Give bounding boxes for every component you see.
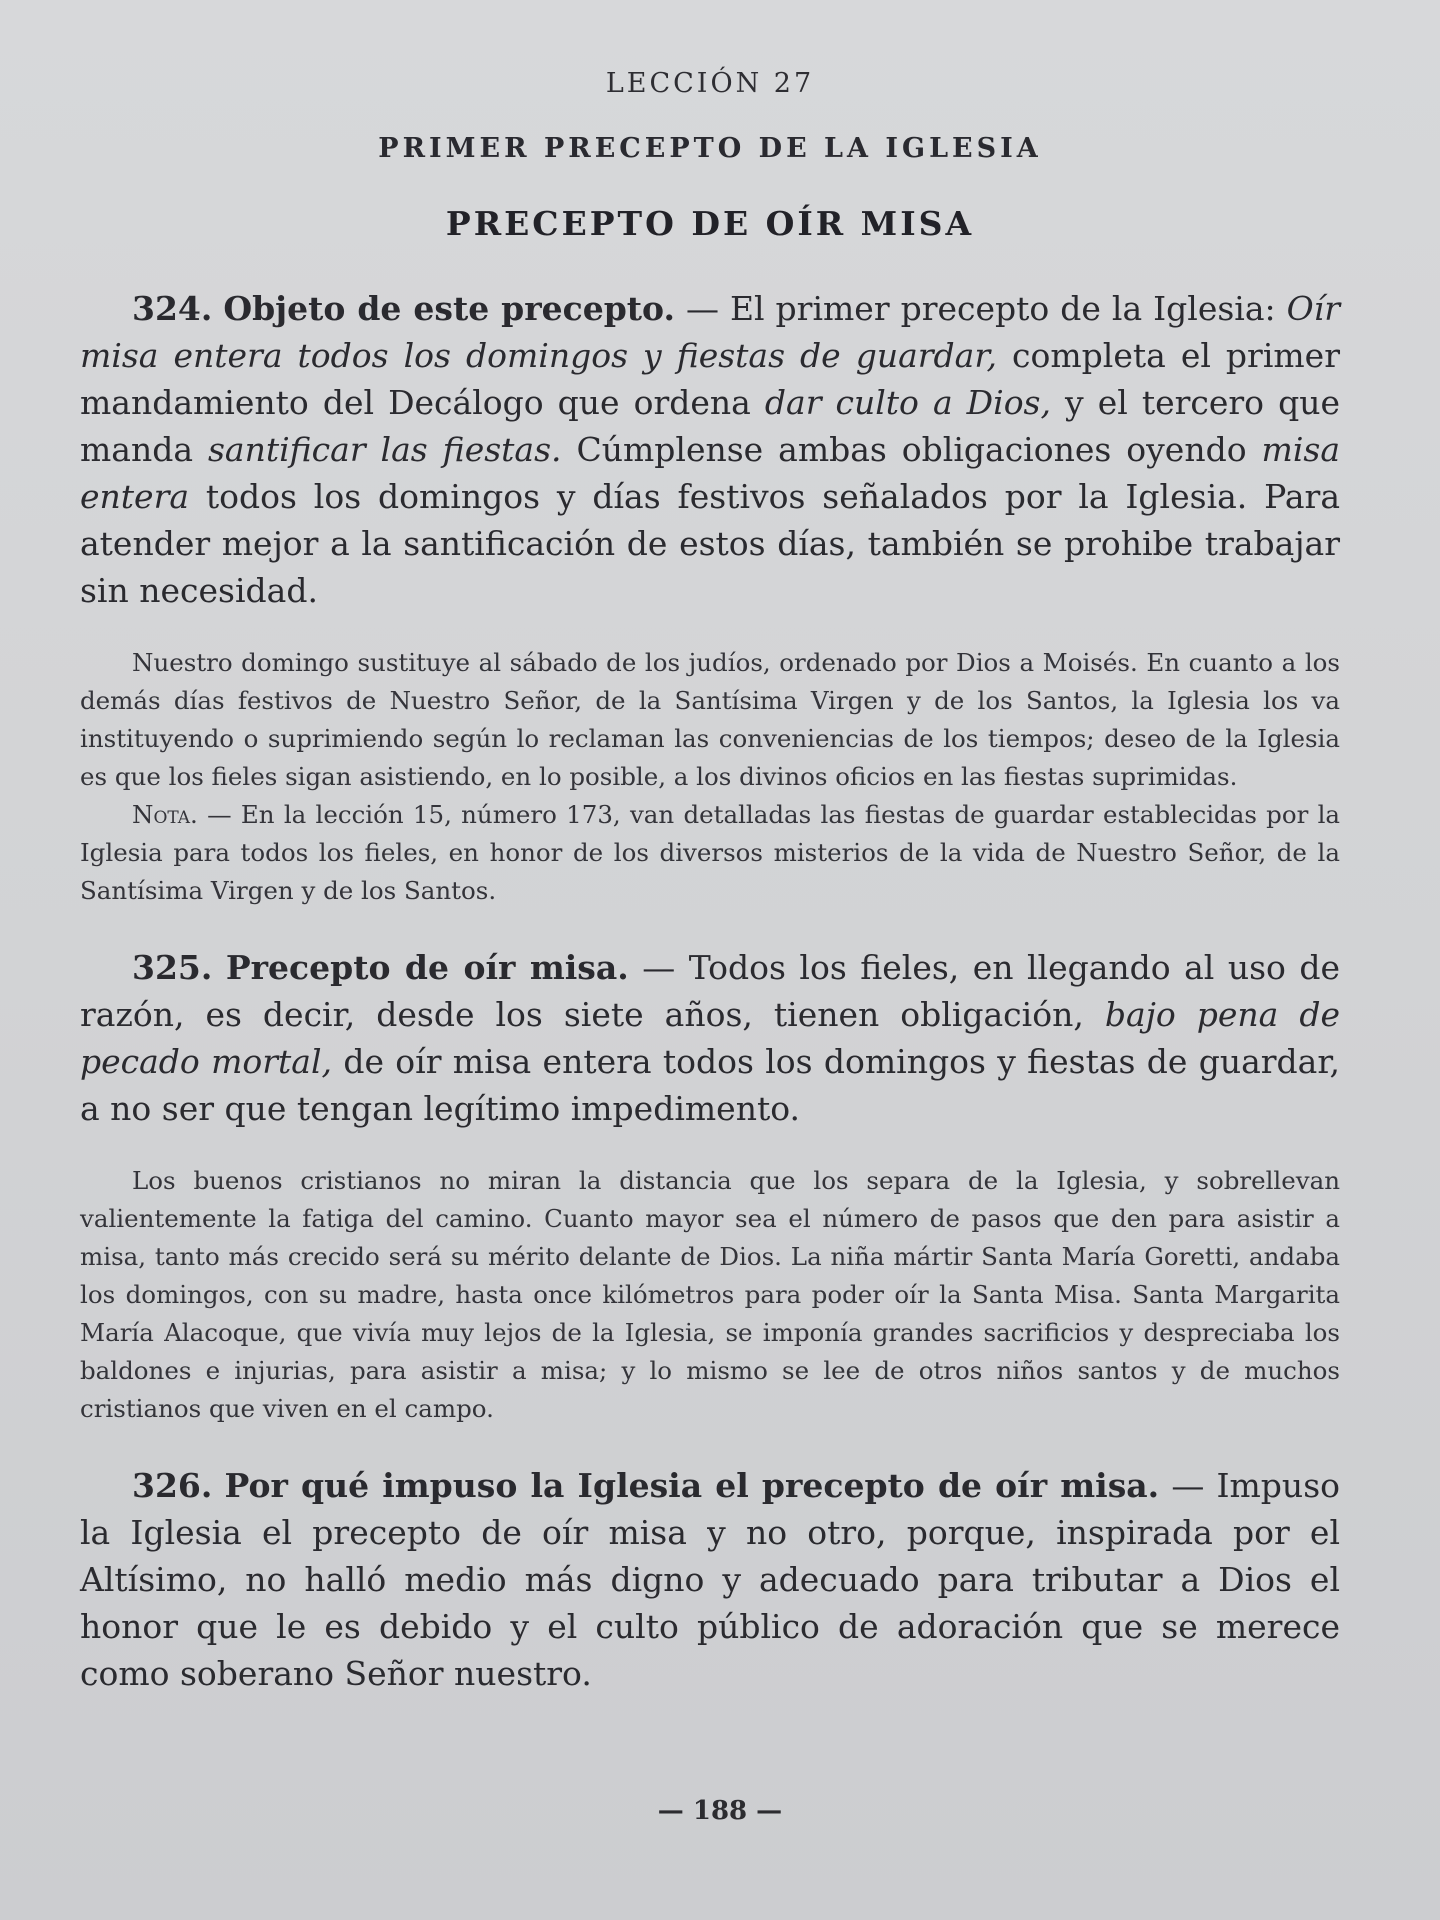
body-text: El primer precepto de la Iglesia:	[729, 289, 1287, 328]
paragraph-heading: Objeto de este precepto.	[223, 289, 675, 328]
nota-label: Nota.	[132, 800, 198, 829]
dash: —	[1159, 1466, 1217, 1505]
italic-text: santificar las fiestas.	[207, 430, 562, 469]
italic-text: bajo pena de pecado mortal,	[80, 995, 1340, 1081]
body-text: Cúmplense ambas obligaciones oyendo	[561, 430, 1262, 469]
dash: —	[628, 948, 689, 987]
note-325: Los buenos cristianos no miran la distancia que los separa de la Iglesia, y sobrellevan valientemente la fatiga del camino. Cuanto mayor sea el número de pasos que den para asistir a misa, tanto más crecido será su mérito delante de Dios. La niña mártir Santa María Goretti, andaba los domingos, con su madre, hasta once kilómetros para poder oír la Santa Misa. Santa Margarita María Alacoque, que vivía muy lejos de la Iglesia, se imponía grandes sacrificios y despreciaba los baldones e injurias, para asistir a misa; y lo mismo se lee de otros niños santos y de muchos cristianos que viven en el campo.	[80, 1166, 1340, 1423]
italic-text: misa entera	[80, 430, 1340, 516]
body-text: completa el primer mandamiento del Decálogo que ordena	[80, 336, 1340, 422]
body-text: Impuso la Iglesia el precepto de oír misa y no otro, porque, inspirada por el Altísimo, no halló medio más digno y adecuado para tributar a Dios el honor que le es debido y el culto público de adoración que se merece como soberano Señor nuestro.	[80, 1466, 1340, 1693]
nota-paragraph	[80, 796, 1340, 910]
precept-heading: PRIMER PRECEPTO DE LA IGLESIA	[378, 133, 1042, 164]
italic-text: dar culto a Dios,	[764, 383, 1051, 422]
note-324: Nuestro domingo sustituye al sábado de los judíos, ordenado por Dios a Moisés. En cuanto a los demás días festivos de Nuestro Señor, de la Santísima Virgen y de los Santos, la Iglesia los va instituyendo o suprimiendo según lo reclaman las conveniencias de los tiempos; deseo de la Iglesia es que los fieles sigan asistiendo, en lo posible, a los divinos oficios en las fiestas suprimidas.	[80, 648, 1340, 791]
italic-text: Oír misa entera todos los domingos y fiestas de guardar,	[80, 289, 1340, 375]
paragraph-number: 326.	[132, 1466, 213, 1505]
paragraph-heading: Precepto de oír misa.	[225, 948, 629, 987]
body-text: Todos los fieles, en llegando al uso de razón, es decir, desde los siete años, tienen obligación,	[80, 948, 1340, 1034]
paragraph-number: 324.	[132, 289, 213, 328]
body-text: y el tercero que manda	[80, 383, 1340, 469]
paragraph-heading: Por qué impuso la Iglesia el precepto de oír misa.	[224, 1466, 1160, 1505]
paragraph-325	[80, 944, 1340, 1132]
page-number: — 188 —	[657, 1796, 783, 1826]
dash: —	[674, 289, 730, 328]
section-title: PRECEPTO DE OÍR MISA	[445, 204, 975, 243]
paragraph-324	[80, 285, 1340, 614]
paragraph-326	[80, 1462, 1340, 1697]
dash: —	[197, 800, 241, 829]
body-text: de oír misa entera todos los domingos y fiestas de guardar, a no ser que tengan legítimo impedimento.	[80, 1042, 1340, 1128]
paragraph-number: 325.	[132, 948, 213, 987]
body-text: todos los domingos y días festivos señalados por la Iglesia. Para atender mejor a la santificación de estos días, también se prohibe trabajar sin necesidad.	[80, 477, 1340, 610]
lesson-heading: LECCIÓN 27	[605, 68, 815, 99]
nota-text: En la lección 15, número 173, van detalladas las fiestas de guardar establecidas por la Iglesia para todos los fieles, en honor de los diversos misterios de la vida de Nuestro Señor, de la Santísima Virgen y de los Santos.	[80, 800, 1341, 905]
